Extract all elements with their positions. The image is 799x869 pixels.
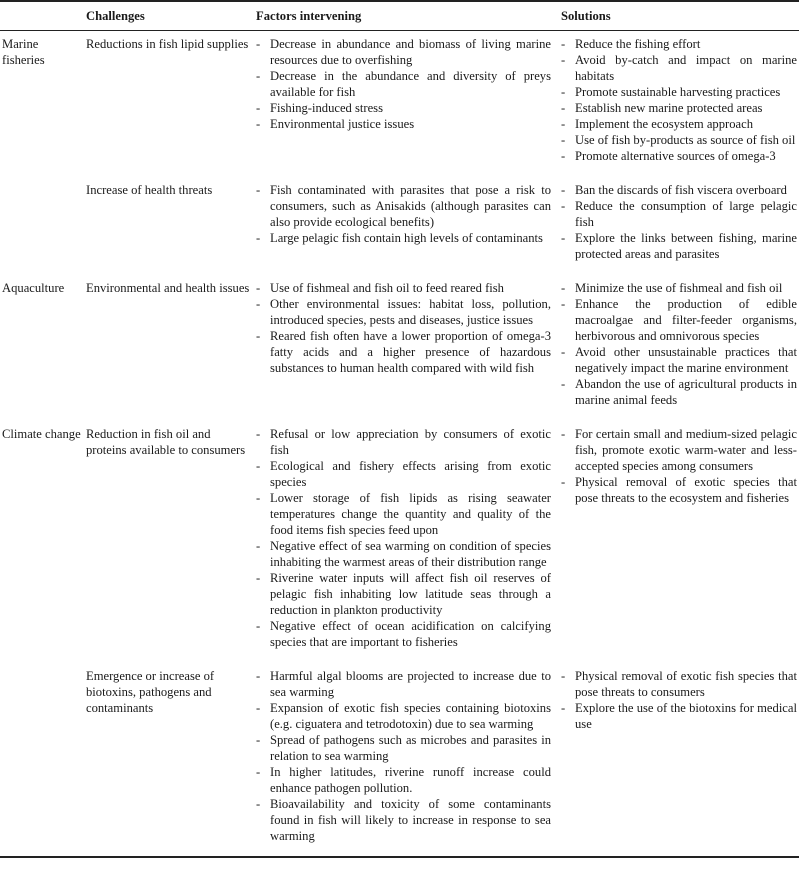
table-row <box>0 31 799 165</box>
header-challenges: Challenges <box>84 1 256 31</box>
solution-item: - Reduce the fishing effort <box>561 36 797 52</box>
row-challenge <box>84 650 256 857</box>
row-solutions <box>561 408 799 650</box>
solution-item: - Enhance the production of edible macroalgae and filter-feeder organisms, herbivorous and omnivorous species <box>561 296 797 344</box>
table-row <box>0 408 799 650</box>
solution-item: - Ban the discards of fish viscera overboard <box>561 182 797 198</box>
header-solutions: Solutions <box>561 1 799 31</box>
factor-item: - Bioavailability and toxicity of some contaminants found in fish will likely to increase in response to sea warming <box>256 796 551 844</box>
factor-item: - Negative effect of sea warming on condition of species inhabiting the warmest areas of their distribution range <box>256 538 551 570</box>
header-category <box>0 1 84 31</box>
row-challenge <box>84 164 256 262</box>
factor-item: - Lower storage of fish lipids as rising seawater temperatures change the quantity and quality of the food items fish species feed upon <box>256 490 551 538</box>
factor-item: - In higher latitudes, riverine runoff increase could enhance pathogen pollution. <box>256 764 551 796</box>
factor-item: - Use of fishmeal and fish oil to feed reared fish <box>256 280 551 296</box>
solution-item: - Physical removal of exotic fish species that pose threats to consumers <box>561 668 797 700</box>
header-row <box>0 1 799 31</box>
factor-item: - Decrease in abundance and biomass of living marine resources due to overfishing <box>256 36 551 68</box>
solution-item: - Physical removal of exotic species that pose threats to the ecosystem and fisheries <box>561 474 797 506</box>
factor-item: - Fishing-induced stress <box>256 100 551 116</box>
solution-item: - Abandon the use of agricultural products in marine animal feeds <box>561 376 797 408</box>
table-row <box>0 164 799 262</box>
category-text: Aquaculture <box>2 281 65 295</box>
factor-item: - Riverine water inputs will affect fish oil reserves of pelagic fish inhabiting low latitude seas through a reduction in plankton productivity <box>256 570 551 618</box>
row-challenge <box>84 31 256 165</box>
solution-item: - Promote sustainable harvesting practices <box>561 84 797 100</box>
solution-item: - For certain small and medium-sized pelagic fish, promote exotic warm-water and less-accepted species among consumers <box>561 426 797 474</box>
row-category <box>0 408 84 650</box>
row-category <box>0 262 84 408</box>
row-factors <box>256 650 561 857</box>
factor-item: - Ecological and fishery effects arising from exotic species <box>256 458 551 490</box>
challenge-text: Increase of health threats <box>86 183 213 197</box>
solution-item: - Reduce the consumption of large pelagic fish <box>561 198 797 230</box>
challenge-text: Emergence or increase of biotoxins, pathogens and contaminants <box>86 669 215 715</box>
factor-item: - Fish contaminated with parasites that pose a risk to consumers, such as Anisakids (although parasites can also provide ecological benefits) <box>256 182 551 230</box>
solution-item: - Explore the links between fishing, marine protected areas and parasites <box>561 230 797 262</box>
factor-item: - Reared fish often have a lower proportion of omega-3 fatty acids and a higher presence of hazardous substances to human health compared with wild fish <box>256 328 551 376</box>
row-factors <box>256 164 561 262</box>
row-factors <box>256 408 561 650</box>
factor-item: - Refusal or low appreciation by consumers of exotic fish <box>256 426 551 458</box>
solution-item: - Avoid by-catch and impact on marine habitats <box>561 52 797 84</box>
solution-item: - Minimize the use of fishmeal and fish oil <box>561 280 797 296</box>
solution-item: - Establish new marine protected areas <box>561 100 797 116</box>
row-factors <box>256 31 561 165</box>
challenge-text: Environmental and health issues <box>86 281 250 295</box>
factor-item: - Large pelagic fish contain high levels of contaminants <box>256 230 551 246</box>
row-solutions <box>561 650 799 857</box>
row-challenge <box>84 262 256 408</box>
solution-item: - Use of fish by-products as source of fish oil <box>561 132 797 148</box>
row-category <box>0 650 84 857</box>
category-text: Climate change <box>2 427 81 441</box>
factor-item: - Decrease in the abundance and diversity of preys available for fish <box>256 68 551 100</box>
solution-item: - Explore the use of the biotoxins for medical use <box>561 700 797 732</box>
row-solutions <box>561 31 799 165</box>
solution-item: - Avoid other unsustainable practices that negatively impact the marine environment <box>561 344 797 376</box>
factor-item: - Environmental justice issues <box>256 116 551 132</box>
row-solutions <box>561 164 799 262</box>
factor-item: - Spread of pathogens such as microbes and parasites in relation to sea warming <box>256 732 551 764</box>
table-row <box>0 650 799 857</box>
table-row <box>0 262 799 408</box>
solution-item: - Implement the ecosystem approach <box>561 116 797 132</box>
row-factors <box>256 262 561 408</box>
challenge-text: Reduction in fish oil and proteins available to consumers <box>86 427 246 457</box>
challenge-text: Reductions in fish lipid supplies <box>86 37 249 51</box>
row-category <box>0 31 84 165</box>
row-category <box>0 164 84 262</box>
factor-item: - Expansion of exotic fish species containing biotoxins (e.g. ciguatera and tetrodotoxin) due to sea warming <box>256 700 551 732</box>
header-factors: Factors intervening <box>256 1 561 31</box>
factor-item: - Other environmental issues: habitat loss, pollution, introduced species, pests and diseases, justice issues <box>256 296 551 328</box>
row-challenge <box>84 408 256 650</box>
category-text: Marine fisheries <box>2 37 45 67</box>
row-solutions <box>561 262 799 408</box>
factor-item: - Harmful algal blooms are projected to increase due to sea warming <box>256 668 551 700</box>
factor-item: - Negative effect of ocean acidification on calcifying species that are important to fisheries <box>256 618 551 650</box>
solution-item: - Promote alternative sources of omega-3 <box>561 148 797 164</box>
